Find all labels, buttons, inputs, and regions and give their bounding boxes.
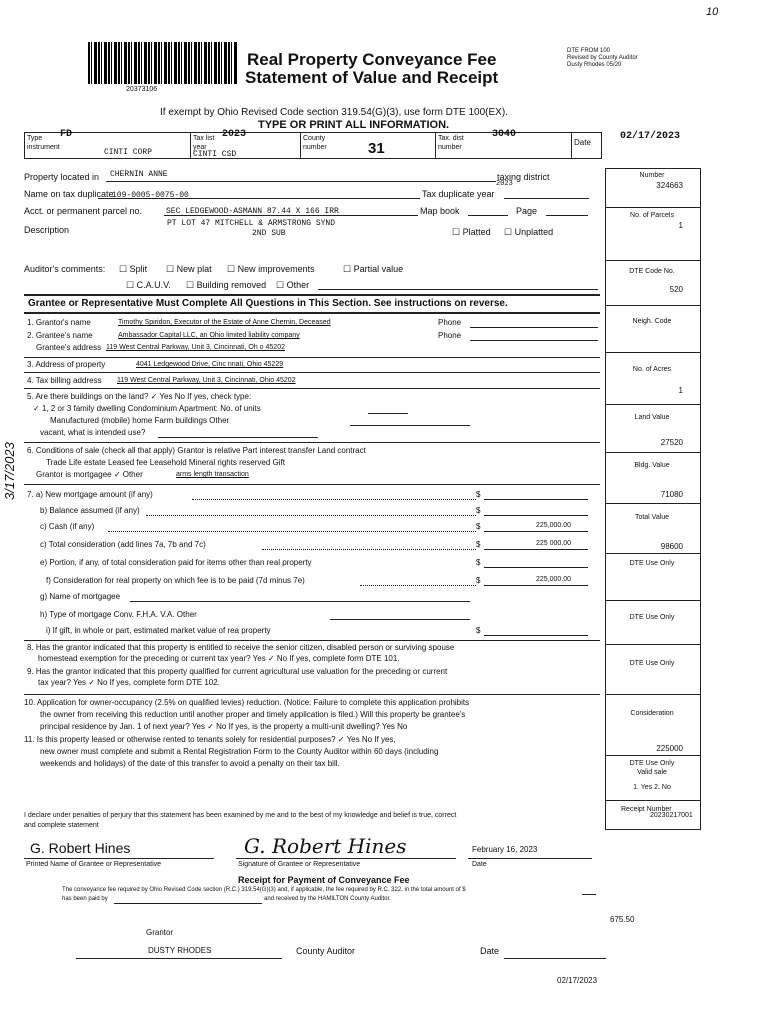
section-header: Grantee or Representative Must Complete All Questions in This Section. See instructions on reverse. [28,298,508,309]
q7i-label: i) If gift, in whole or part, estimated market value of rea property [46,626,271,635]
sidebar-number-label: Number [639,172,665,179]
q7i-dollar: $ [476,626,481,635]
new-plat-checkbox[interactable]: ☐ New plat [166,264,212,274]
q1-grantor-name: Timothy Spiridon, Executor of the Estate of Anne Chernin, Deceased [118,319,331,326]
sidebar-receipt-label: Receipt Number [621,806,672,813]
sidebar-dte-use-2: DTE Use Only [629,614,675,621]
sidebar-bldg-value-label: Bldg. Value [634,462,670,469]
sidebar-land-value-label: Land Value [634,414,670,421]
sidebar-number-value: 324663 [656,181,683,190]
unplatted-checkbox[interactable]: ☐ Unplatted [504,227,554,237]
q5-line-4: vacant, what is intended use? [40,428,146,437]
receipt-text-2: has been paid by [62,896,108,902]
form-title-2: Statement of Value and Receipt [245,68,499,87]
type-value: FD [60,129,73,140]
q2-address-label: Grantee's address [36,343,102,352]
description-value-1: PT LOT 47 MITCHELL & ARMSTRONG SYND [167,219,336,228]
q2-address-value: 119 West Central Parkway, Unit 3, Cincinnati, Oh o 45202 [106,344,285,351]
cauv-label: C.A.U.V. [136,280,171,290]
q7a-label: 7. a) New mortgage amount (if any) [27,490,153,499]
corner-handwritten-mark: 10 [706,6,719,18]
sidebar-neigh-code-label: Neigh. Code [632,318,672,325]
description-label: Description [24,225,70,235]
sidebar-yes-no: 1. Yes 2. No [633,784,671,791]
form-ref-3: Dusty Rhodes 05/20 [567,62,622,68]
sidebar-dte-code-label: DTE Code No. [629,268,675,275]
type-or-print-note: TYPE OR PRINT ALL INFORMATION. [258,119,450,131]
sidebar-receipt-value: 20230217001 [650,812,693,819]
q1-phone-label: Phone [438,318,462,327]
tax-dup-name-value: 109-0005-0075-00 [112,191,189,200]
receipt-county-auditor-label: County Auditor [296,946,356,956]
q10-line-3: principal residence by Jan. 1 of next year? Yes ✓ No If yes, is the property a multi-unit dwelling? Yes No [40,722,408,731]
new-plat-label: New plat [176,264,212,274]
q6-line-2: Trade Life estate Leased fee Leasehold Mineral rights reserved Gift [46,458,285,467]
exempt-note: If exempt by Ohio Revised Code section 319.54(G)(3), use form DTE 100(EX). [160,107,508,118]
sidebar-total-value-label: Total Value [634,514,670,521]
sidebar-dte-code-value: 520 [669,285,683,294]
year-label: year [193,144,207,151]
split-checkbox[interactable]: ☐ Split [119,264,148,274]
signature-date: February 16, 2023 [472,845,538,854]
new-improvements-label: New improvements [237,264,315,274]
cauv-checkbox[interactable]: ☐ C.A.U.V. [126,280,171,290]
instrument-label: instrument [27,144,60,151]
sidebar-acres-label: No. of Acres [632,366,672,373]
date-value: 02/17/2023 [620,131,681,142]
form-ref-1: DTE FROM 100 [567,48,611,54]
sidebar-land-value: 27520 [660,438,683,447]
q1-label: 1. Grantor's name [27,318,91,327]
other-label: Other [286,280,310,290]
q7c-value: 225,000.00 [536,522,572,529]
date-label: Date [574,138,591,147]
q10-line-2: the owner from receiving this reduction until another proper and timely application is filed.) Will this property be grantee's [40,710,466,719]
q3-value: 4041 Ledgewood Drive, Cinc nnati, Ohio 45229 [136,361,284,368]
declaration-line-1: I declare under penalties of perjury that this statement has been examined by me and to the best of my knowledge and belief is true, correct [24,812,457,819]
receipt-date-label: Date [480,946,500,956]
receipt-footer-date: 02/17/2023 [557,976,598,985]
declaration-line-2: and complete statement [24,822,99,829]
q7b-dollar: $ [476,506,481,515]
q10-line-1: 10. Application for owner-occupancy (2.5% on qualified levies) reduction. (Notice: Failure to complete this application prohibits [24,698,470,707]
form-ref-2: Revised by County Auditor [567,55,638,61]
form-title-1: Real Property Conveyance Fee [247,50,497,69]
tax-dup-year-label: Tax duplicate year [422,189,495,199]
q3-label: 3. Address of property [27,360,106,369]
type-value-2: CINTI CORP [104,148,153,157]
q9-line-1: 9. Has the grantor indicated that this property qualified for current agricultural use valuation for the preceding or current [27,667,448,676]
q2-phone-label: Phone [438,331,462,340]
tax-list-value: 2023 [222,129,247,140]
signature-label: Signature of Grantee or Representative [238,861,361,868]
q11-line-2: new owner must complete and submit a Rental Registration Form to the County Auditor within 60 days (including [40,747,439,756]
platted-checkbox[interactable]: ☐ Platted [452,227,491,237]
platted-label: Platted [462,227,491,237]
tax-dist-label: Tax. dist [438,135,464,142]
q4-value: 119 West Central Parkway, Unit 3, Cincinnati, Ohio 45202 [117,377,296,384]
q7f-dollar: $ [476,576,481,585]
receipt-text-1: The conveyance fee required by Ohio Revised Code section (R.C.) 319.54(G)(3) and, if applicable, the fee required by R.C. 322, in the total amount of $ [62,887,466,893]
tax-list-value-2: CINTI CSD [193,150,237,159]
q4-label: 4. Tax billing address [27,376,102,385]
q5-line-3: Manufactured (mobile) home Farm buildings Other [50,416,230,425]
parcel-label: Acct. or permanent parcel no. [24,206,143,216]
q7d-dollar: $ [476,540,481,549]
q7d-value: 225 000.00 [536,540,572,547]
q9-line-2: tax year? Yes ✓ No If yes, complete form DTE 102. [38,678,220,687]
printed-name-label: Printed Name of Grantee or Representative [26,861,162,868]
q7b-label: b) Balance assumed (if any) [40,506,140,515]
q7g-label: g) Name of mortgagee [40,592,121,601]
building-removed-checkbox[interactable]: ☐ Building removed [186,280,267,290]
property-located-label: Property located in [24,172,100,182]
q6-line-3: Grantor is mortgagee ✓ Other [36,470,143,479]
q7f-value: 225,000.00 [536,576,572,583]
parcel-value: SEC LEDGEWOOD-ASMANN 87.44 X 166 IRR [166,207,339,216]
q5-line-1: 5. Are there buildings on the land? ✓ Yes No If yes, check type: [27,392,252,401]
q7f-label: f) Consideration for real property on which fee is to be paid (7d minus 7e) [46,576,305,585]
printed-name: G. Robert Hines [30,840,131,856]
q2-grantee-name: Ambassador Capital LLC, an Ohio limited liability company [118,332,300,339]
receipt-text-3: and received by the HAMILTON County Auditor. [264,896,391,902]
sidebar-consideration-label: Consideration [630,710,674,717]
q7c-dollar: $ [476,522,481,531]
barcode-image [88,42,238,84]
tax-dist-number-label: number [438,144,462,151]
sidebar-dte-use-3: DTE Use Only [629,660,675,667]
tax-dup-name-label: Name on tax duplicate [24,189,114,199]
q7c-label: c) Cash (if any) [40,522,95,531]
partial-value-label: Partial value [353,264,404,274]
q6-line-1: 6. Conditions of sale (check all that apply) Grantor is relative Part interest transfer Land contract [27,446,366,455]
sidebar-consideration-value: 225000 [656,744,683,753]
county-number-label: number [303,144,327,151]
q11-line-3: weekends and holidays) of the date of this transfer to avoid a penalty on their tax bill. [40,759,340,768]
new-improvements-checkbox[interactable]: ☐ New improvements [227,264,315,274]
sidebar-total-value: 98600 [660,542,683,551]
sidebar-parcels-label: No. of Parcels [630,212,674,219]
tax-dist-value: 3040 [492,129,517,140]
q7a-dollar: $ [476,490,481,499]
signature-script: G. Robert Hines [244,834,407,858]
sidebar-dte-use-1: DTE Use Only [629,560,675,567]
barcode-number: 20373106 [126,86,158,93]
signature-date-label: Date [472,861,487,868]
taxing-district-label: taxing district [497,172,550,182]
receipt-auditor-name: DUSTY RHODES [148,946,212,955]
q6-other-value: arms length transaction [176,471,249,478]
sidebar-bldg-value: 71080 [660,490,683,499]
other-checkbox[interactable]: ☐ Other [276,280,310,290]
q7h-label: h) Type of mortgage Conv. F.H.A. V.A. Other [40,610,197,619]
partial-value-checkbox[interactable]: ☐ Partial value [343,264,404,274]
q7e-dollar: $ [476,558,481,567]
tax-list-label: Tax list [193,135,215,142]
receipt-title: Receipt for Payment of Conveyance Fee [238,875,410,885]
description-value-2: 2ND SUB [252,229,286,238]
q11-line-1: 11. Is this property leased or otherwise rented to tenants solely for residential purposes? ✓ Yes No If yes, [24,735,396,744]
q2-label: 2. Grantee's name [27,331,93,340]
sidebar-valid-sale: Valid sale [637,769,667,776]
split-label: Split [129,264,148,274]
sidebar-dte-use-4: DTE Use Only [629,760,675,767]
county-label: County [303,135,326,142]
map-book-label: Map book [420,206,460,216]
taxing-district-value: 2023 [496,180,513,188]
sidebar-parcels-value: 1 [678,221,683,230]
q8-line-1: 8. Has the grantor indicated that this property is entitled to receive the senior citizen, disabled person or surviving spouse [27,643,455,652]
sidebar-acres-value: 1 [678,386,683,395]
margin-handwritten-note: 3/17/2023 [2,442,17,500]
q7d-label: c) Total consideration (add lines 7a, 7b and 7c) [40,540,206,549]
type-label: Type [27,135,43,142]
q5-line-2: ✓ 1, 2 or 3 family dwelling Condominium Apartment: No. of units [33,404,261,413]
building-removed-label: Building removed [196,280,267,290]
q8-line-2: homestead exemption for the preceding or current tax year? Yes ✓ No If yes, complete form DTE 101. [38,654,400,663]
unplatted-label: Unplatted [514,227,554,237]
auditor-comments-label: Auditor's comments: [24,264,106,274]
q7e-label: e) Portion, if any, of total consideration paid for items other than real property [40,558,312,567]
county-value: 31 [368,140,385,157]
page-label: Page [516,206,538,216]
receipt-grantor-label: Grantor [146,928,174,937]
receipt-fee-value: 675.50 [610,915,635,924]
property-located-value: CHERNIN ANNE [110,170,168,179]
